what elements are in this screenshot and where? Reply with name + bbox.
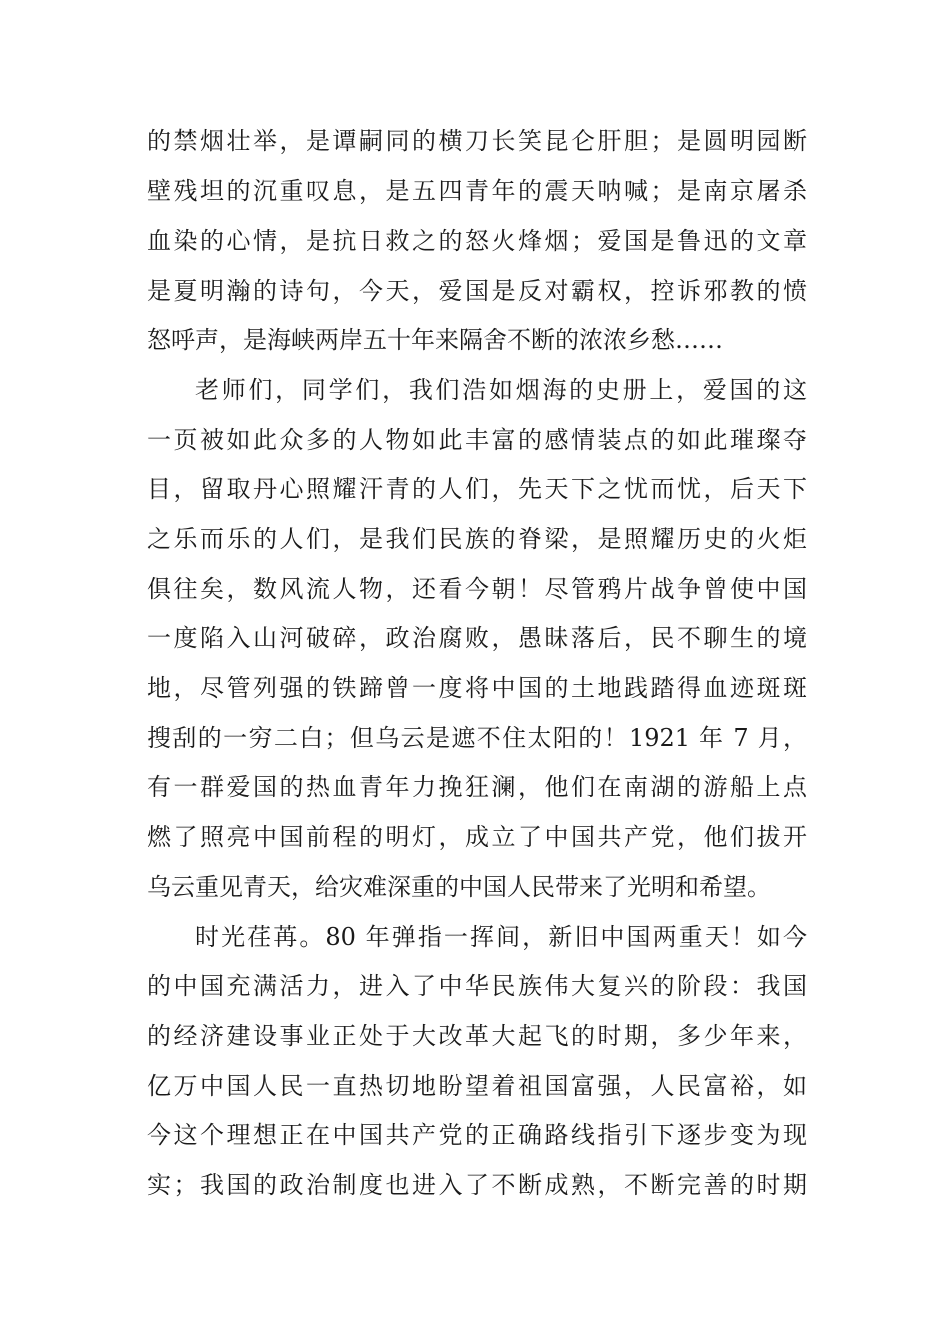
text-line: 亿万中国人民一直热切地盼望着祖国富强，人民富裕，如 bbox=[147, 1072, 807, 1100]
text-line: 地，尽管列强的铁蹄曾一度将中国的土地践踏得血迹斑斑 bbox=[147, 674, 807, 702]
text-line: 是夏明瀚的诗句，今天，爱国是反对霸权，控诉邪教的愤 bbox=[147, 277, 807, 305]
text-line: 血染的心情，是抗日救之的怒火烽烟；爱国是鲁迅的文章 bbox=[147, 227, 807, 255]
text-line: 壁残坦的沉重叹息，是五四青年的震天呐喊；是南京屠杀 bbox=[147, 177, 807, 205]
text-line: 乌云重见青天，给灾难深重的中国人民带来了光明和希望。 bbox=[147, 873, 771, 901]
text-line: 一度陷入山河破碎，政治腐败，愚昧落后，民不聊生的境 bbox=[147, 624, 807, 652]
text-line: 的中国充满活力，进入了中华民族伟大复兴的阶段：我国 bbox=[147, 972, 807, 1000]
text-line: 燃了照亮中国前程的明灯，成立了中国共产党，他们拔开 bbox=[147, 823, 807, 851]
text-line: 今这个理想正在中国共产党的正确路线指引下逐步变为现 bbox=[147, 1121, 807, 1149]
paragraph-first-line: 时光荏苒。80 年弹指一挥间，新旧中国两重天！如今 bbox=[195, 923, 807, 951]
text-line: 目，留取丹心照耀汗青的人们，先天下之忧而忧，后天下 bbox=[147, 475, 807, 503]
text-line: 怒呼声，是海峡两岸五十年来隔舍不断的浓浓乡愁…… bbox=[147, 326, 723, 354]
text-line: 实；我国的政治制度也进入了不断成熟，不断完善的时期 bbox=[147, 1171, 807, 1199]
text-line: 有一群爱国的热血青年力挽狂澜，他们在南湖的游船上点 bbox=[147, 773, 807, 801]
text-line: 的禁烟壮举，是谭嗣同的横刀长笑昆仑肝胆；是圆明园断 bbox=[147, 127, 807, 155]
text-line: 搜刮的一穷二白；但乌云是遮不住太阳的！1921 年 7 月， bbox=[147, 724, 807, 752]
text-line: 俱往矣，数风流人物，还看今朝！尽管鸦片战争曾使中国 bbox=[147, 575, 807, 603]
text-line: 之乐而乐的人们，是我们民族的脊梁，是照耀历史的火炬 bbox=[147, 525, 807, 553]
text-line: 一页被如此众多的人物如此丰富的感情装点的如此璀璨夺 bbox=[147, 426, 807, 454]
text-line: 的经济建设事业正处于大改革大起飞的时期，多少年来， bbox=[147, 1022, 807, 1050]
paragraph-first-line: 老师们，同学们，我们浩如烟海的史册上，爱国的这 bbox=[195, 376, 807, 404]
